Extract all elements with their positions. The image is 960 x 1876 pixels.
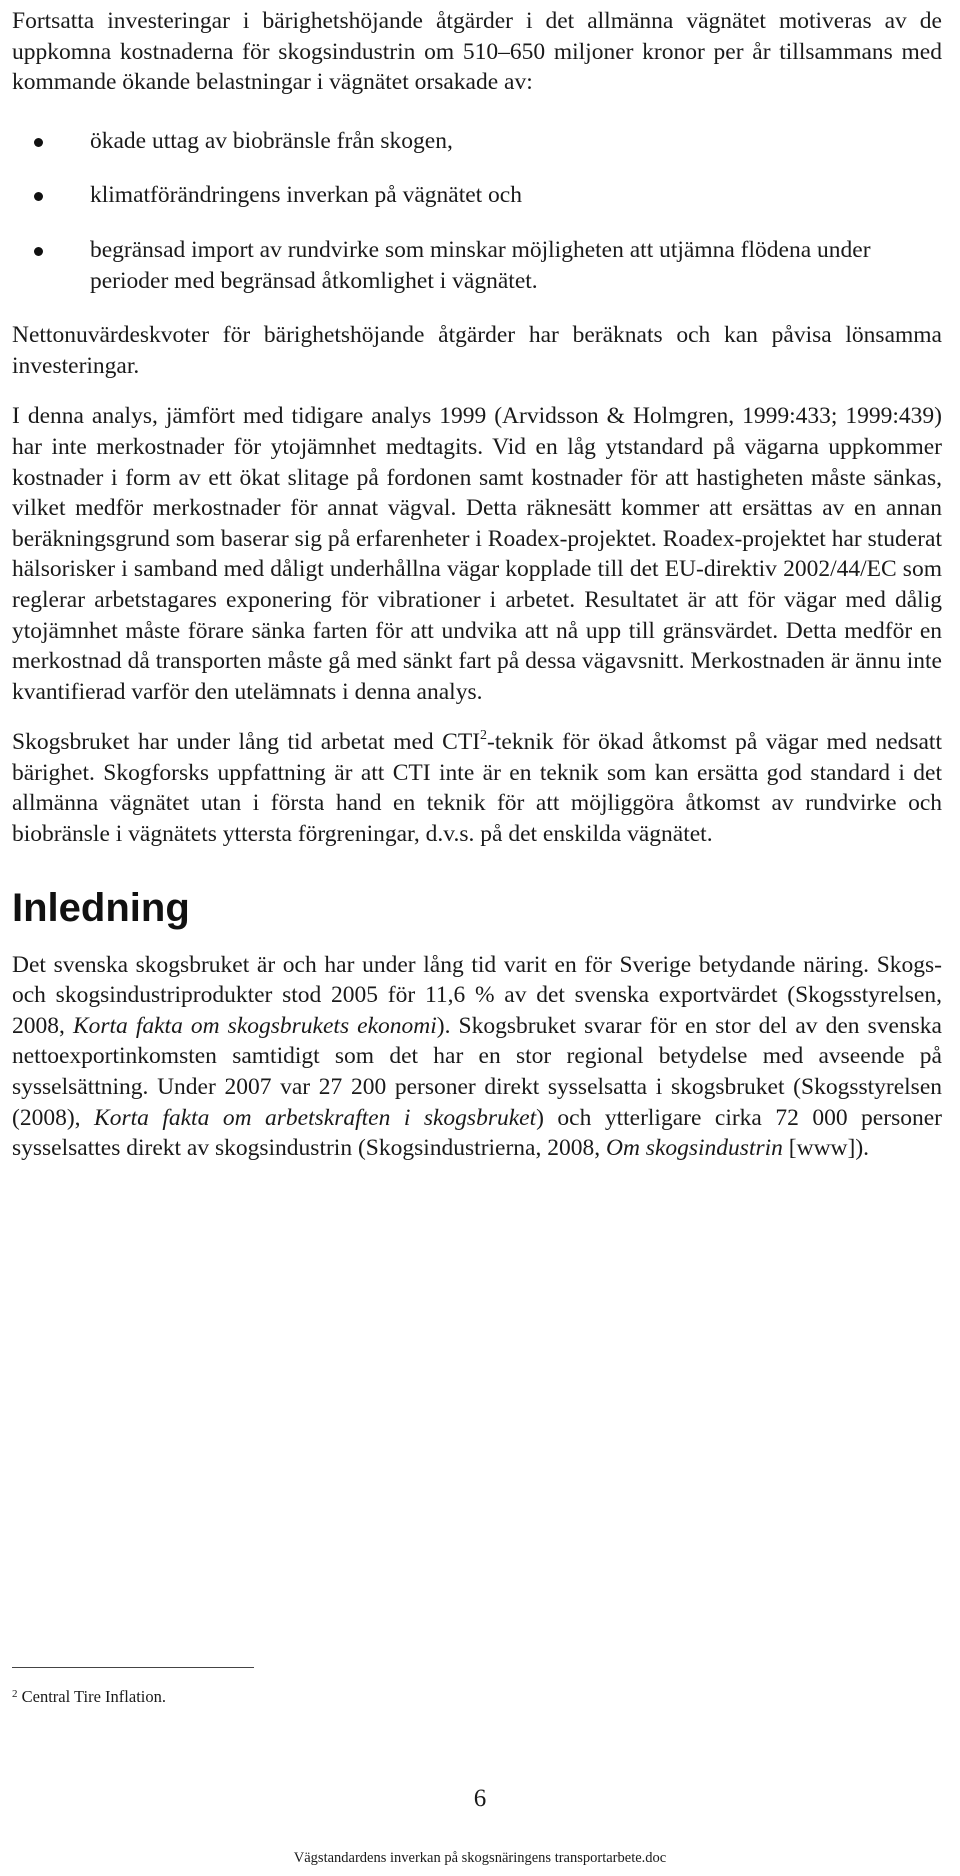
nettonuvarde-paragraph: Nettonuvärdeskvoter för bärighetshöjande åtgärder har beräknats och kan påvisa lönsamma investeringar. [12,322,942,379]
page-number: 6 [473,1785,487,1812]
list-item [12,235,942,296]
paragraph-spacer [12,381,942,401]
list-item [12,180,942,211]
list-item-text: klimatförändringens inverkan på vägnätet och [90,182,522,209]
citation-title-2: Korta fakta om arbetskraften i skogsbruket [94,1104,537,1131]
list-item-text: begränsad import av rundvirke som minskar möjligheten att utjämna flödena under perioder med begränsad åtkomlighet i vägnätet. [90,236,871,294]
footnote [12,1686,166,1708]
footnote-text: Central Tire Inflation. [21,1687,166,1706]
cti-text-before: Skogsbruket har under lång tid arbetat med CTI [12,729,481,756]
inledning-text-3: ) och ytterligare cirka 72 000 personer sysselsattes direkt av skogsindustrin (Skogsindustrierna, 2008, [12,1104,942,1162]
citation-title-3: Om skogsindustrin [605,1135,783,1162]
inledning-text-2: ). Skogsbruket svarar för en stor del av den svenska nettoexportinkomsten samtidigt som det har en stor regional betydelse med avseende på sysselsättning. Under 2007 var 27 200 personer direkt sysselsatta i skogsbruket (Skogsstyrelsen (2008), [12,1012,942,1131]
bullet-icon [34,192,43,201]
page-body [12,6,942,1164]
analys-paragraph: I denna analys, jämfört med tidigare analys 1999 (Arvidsson & Holmgren, 1999:433; 1999:439) har inte merkostnader för ytojämnhet medtagits. Vid en låg ytstandard på vägarna uppkommer kostnader i form av ett ökat slitage på fordonen samt kostnader för att hastigheten måste sänkas, vilket medför merkostnader för annat vägval. Detta räknesätt kommer att ersättas av en annan beräkningsgrund som baserar sig på erfarenheter i Roadex-projektet. Roadex-projektet har studerat hälsorisker i samband med dåligt underhållna vägar kopplade till det EU-direktiv 2002/44/EC som reglerar arbetstagares exponering för vibrationer i arbetet. Resultatet är att för vägar med dålig ytojämnhet måste förare sänka farten för att undvika att nå upp till gränsvärdet. Detta medför en merkostnad då transporten måste gå med sänkt fart på dessa vägavsnitt. Merkostnaden är ännu inte kvantifierad varför den utelämnats i denna analys. [12,403,942,705]
footnote-number: 2 [12,1688,18,1700]
cti-text-after: -teknik för ökad åtkomst på vägar med nedsatt bärighet. Skogforsks uppfattning är att CTI inte är en teknik som kan ersätta god standard i det allmänna vägnätet utan i första hand en teknik för att möjliggöra åtkomst av rundvirke och biobränsle i vägnätets yttersta förgreningar, d.v.s. på det enskilda vägnätet. [12,729,942,848]
bullet-icon [34,138,43,147]
cti-paragraph [12,727,942,849]
inledning-paragraph [12,950,942,1164]
inledning-text-4: [www]). [782,1135,870,1162]
footnote-divider [12,1667,254,1668]
bullet-icon [34,247,43,256]
section-heading: Inledning [12,885,190,930]
bullet-list [12,126,942,296]
list-item-text: ökade uttag av biobränsle från skogen, [90,127,453,154]
footnote-reference: 2 [480,728,488,744]
page-footer: Vägstandardens inverkan på skogsnäringens transportarbete.doc [293,1850,667,1866]
list-item [12,126,942,157]
inledning-text-1: Det svenska skogsbruket är och har under lång tid varit en för Sverige betydande näring. Skogs- och skogsindustriprodukter stod 2005 för 11,6 % av det svenska exportvärdet (Skogsstyrelsen, 2008, [12,951,942,1039]
citation-title-1: Korta fakta om skogsbrukets ekonomi [72,1012,437,1039]
paragraph-spacer [12,707,942,727]
intro-paragraph: Fortsatta investeringar i bärighetshöjande åtgärder i det allmänna vägnätet motiveras av de uppkomna kostnaderna för skogsindustrin om 510–650 miljoner kronor per år tillsammans med kommande ökande belastningar i vägnätet orsakade av: [12,8,942,96]
